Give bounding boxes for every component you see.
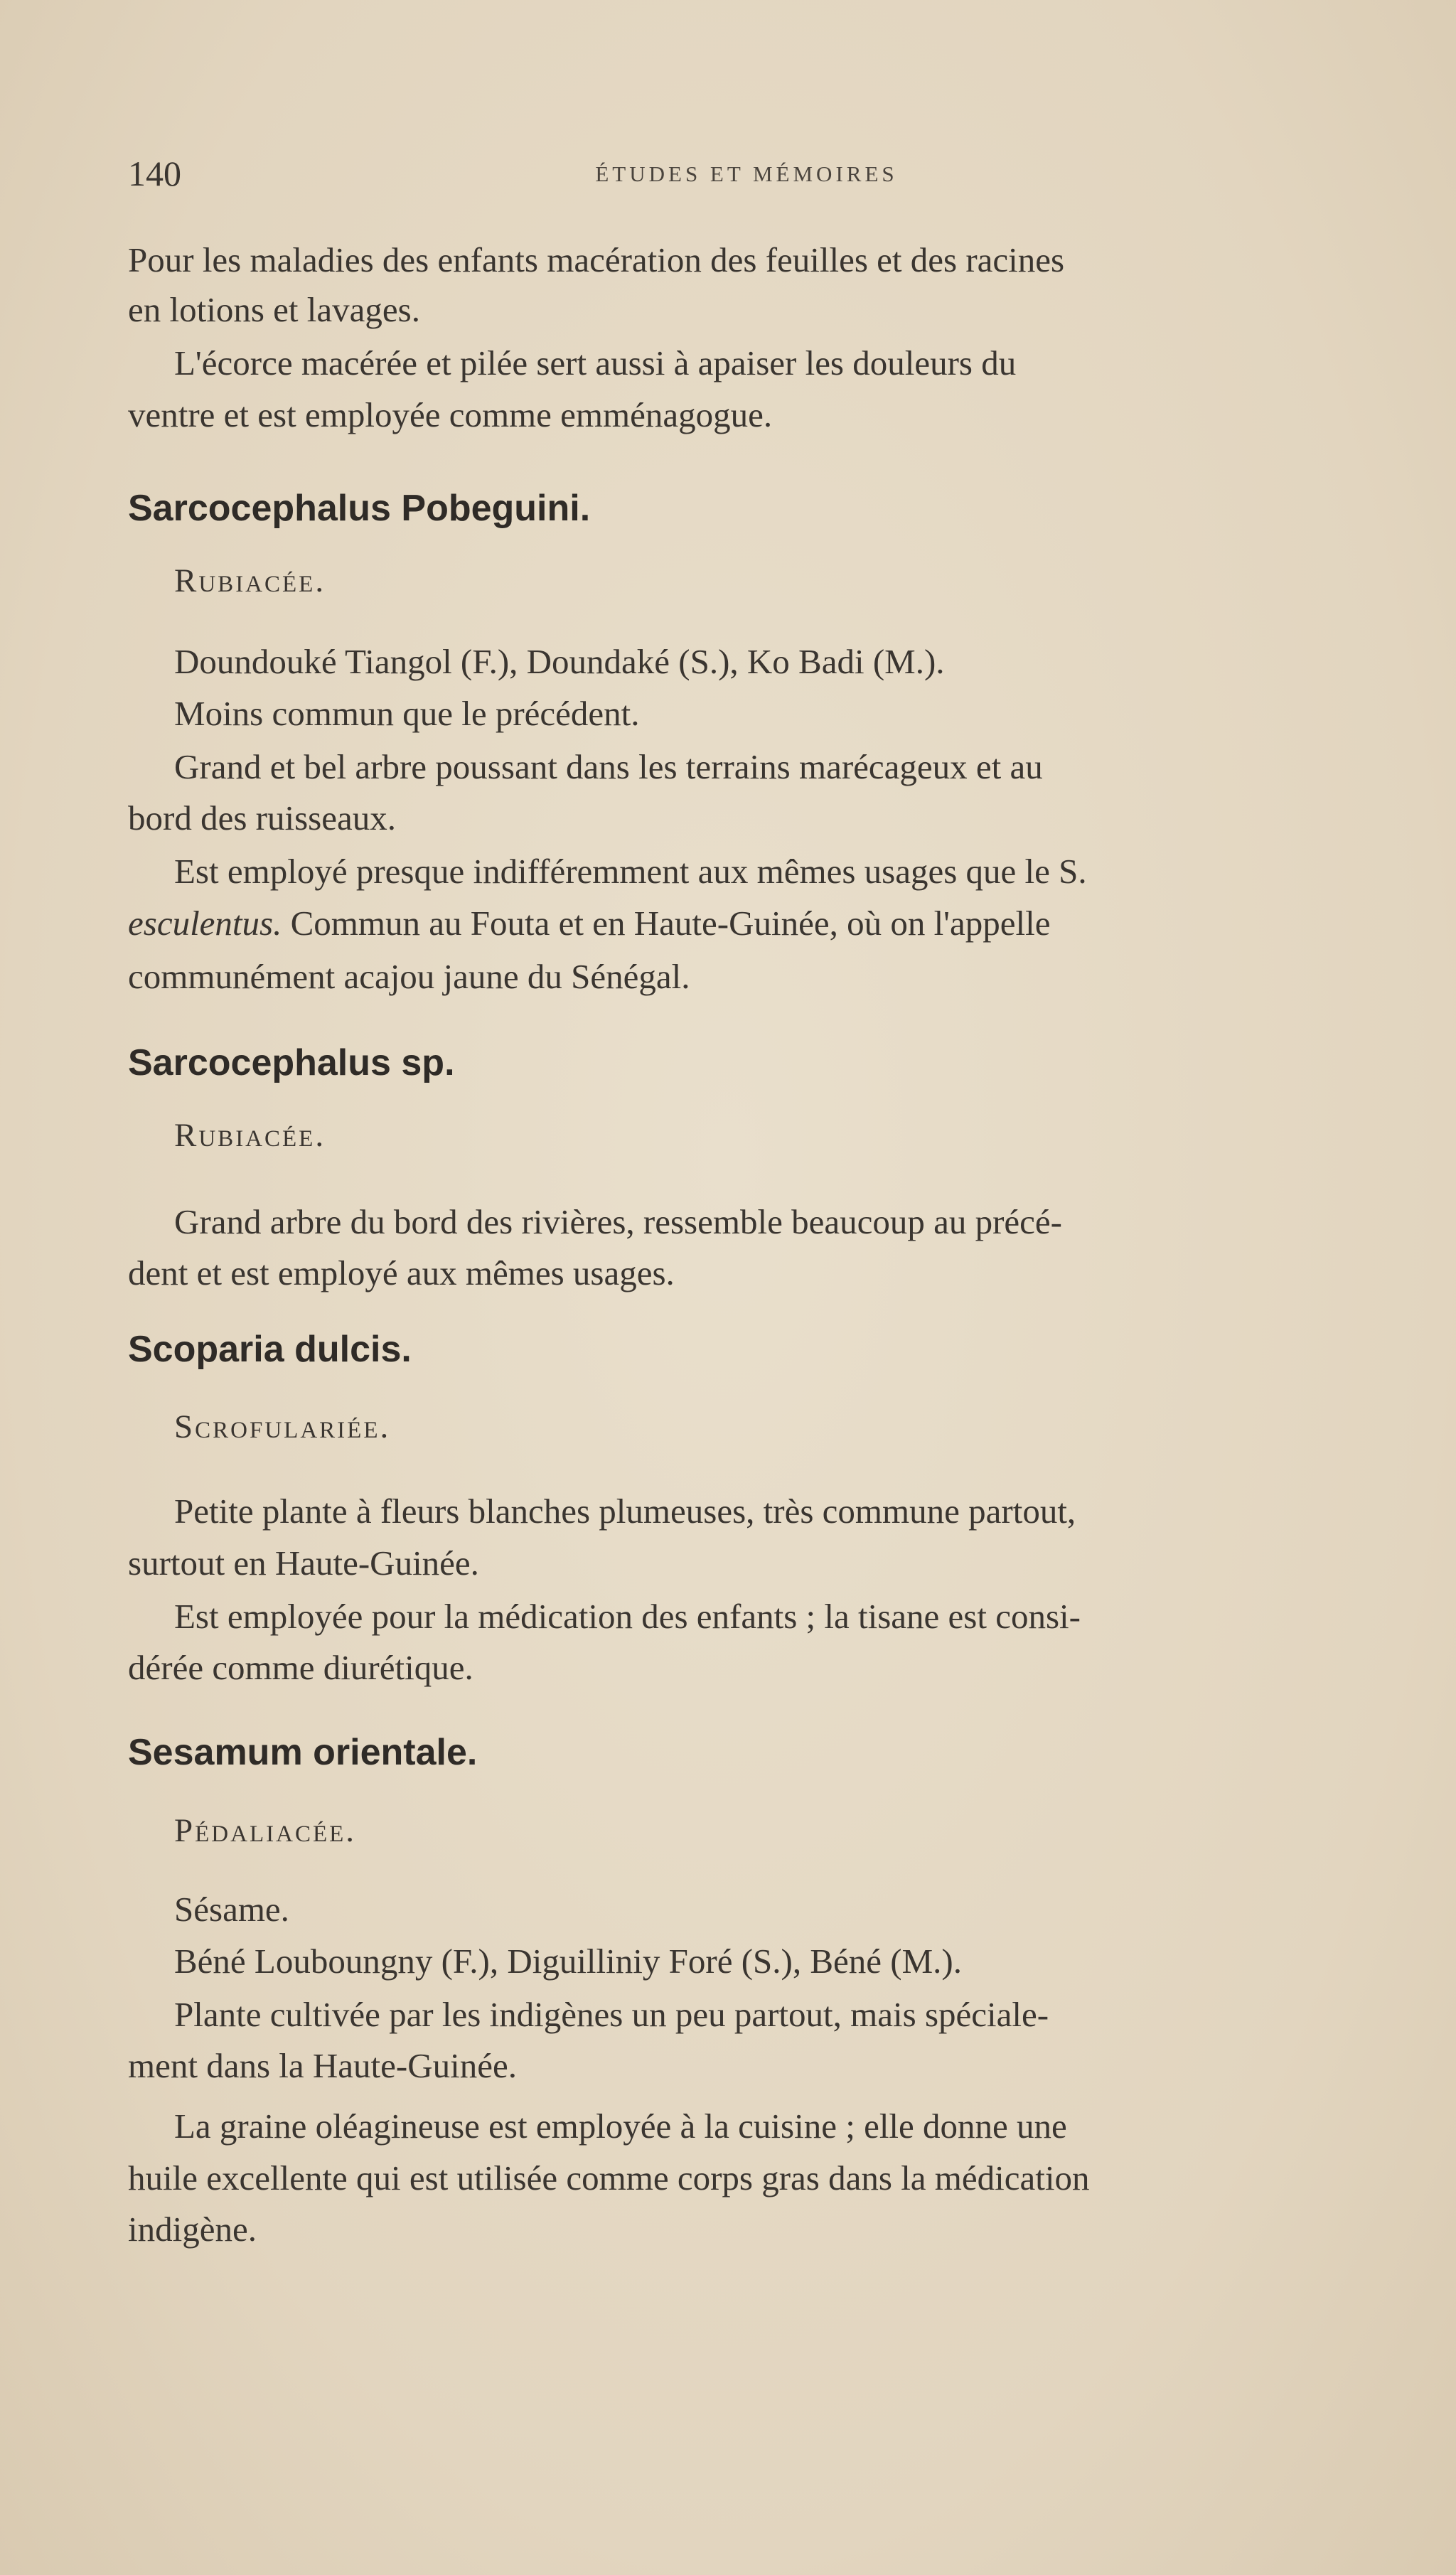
family-name: Scrofulariée. <box>174 1408 391 1445</box>
entry-line-rest: Commun au Fouta et en Haute-Guinée, où on l'appelle <box>282 904 1051 943</box>
entry-title: Sesamum orientale. <box>128 1732 478 1773</box>
entry-line: indigène. <box>128 2210 257 2249</box>
entry-line: Doundouké Tiangol (F.), Doundaké (S.), Ko Badi (M.). <box>174 642 945 681</box>
family-name: Rubiacée. <box>174 562 326 599</box>
family-name: Rubiacée. <box>174 1117 326 1154</box>
entry-line: dérée comme diurétique. <box>128 1648 473 1687</box>
entry-title: Scoparia dulcis. <box>128 1329 412 1370</box>
entry-title: Sarcocephalus sp. <box>128 1042 455 1083</box>
entry-line: communément acajou jaune du Sénégal. <box>128 957 690 996</box>
entry-line: dent et est employé aux mêmes usages. <box>128 1253 675 1292</box>
page-number: 140 <box>128 154 181 193</box>
entry-line: Est employé presque indifféremment aux mêmes usages que le S. <box>174 852 1087 891</box>
entry-line: bord des ruisseaux. <box>128 798 396 837</box>
entry-line: surtout en Haute-Guinée. <box>128 1543 479 1583</box>
entry-line: La graine oléagineuse est employée à la cuisine ; elle donne une <box>174 2106 1067 2146</box>
page-header <box>128 153 1365 203</box>
entry-title: Sarcocephalus Pobeguini. <box>128 488 591 529</box>
species-italic: esculentus. <box>128 904 282 943</box>
running-head: ÉTUDES ET MÉMOIRES <box>595 161 898 186</box>
entry-line: Béné Louboungny (F.), Diguilliniy Foré (S.), Béné (M.). <box>174 1942 962 1981</box>
entry-line: huile excellente qui est utilisée comme corps gras dans la médication <box>128 2158 1090 2197</box>
entry-line: Plante cultivée par les indigènes un peu partout, mais spéciale- <box>174 1995 1049 2034</box>
entry-line <box>128 898 1051 949</box>
intro-line-1: Pour les maladies des enfants macération des feuilles et des racines <box>128 240 1065 279</box>
entry-line: Grand arbre du bord des rivières, ressemble beaucoup au précé- <box>174 1202 1062 1241</box>
entry-line: Moins commun que le précédent. <box>174 694 640 733</box>
entry-line: Petite plante à fleurs blanches plumeuses, très commune partout, <box>174 1492 1076 1531</box>
entry-line: ment dans la Haute-Guinée. <box>128 2046 517 2085</box>
entry-line: Sésame. <box>174 1890 289 1929</box>
intro-line-2: en lotions et lavages. <box>128 290 420 329</box>
entry-line: Grand et bel arbre poussant dans les terrains marécageux et au <box>174 747 1043 786</box>
intro-line-3: L'écorce macérée et pilée sert aussi à apaiser les douleurs du <box>174 343 1017 382</box>
intro-line-4: ventre et est employée comme emménagogue. <box>128 395 773 434</box>
entry-line: Est employée pour la médication des enfants ; la tisane est consi- <box>174 1597 1081 1636</box>
family-name: Pédaliacée. <box>174 1812 357 1849</box>
